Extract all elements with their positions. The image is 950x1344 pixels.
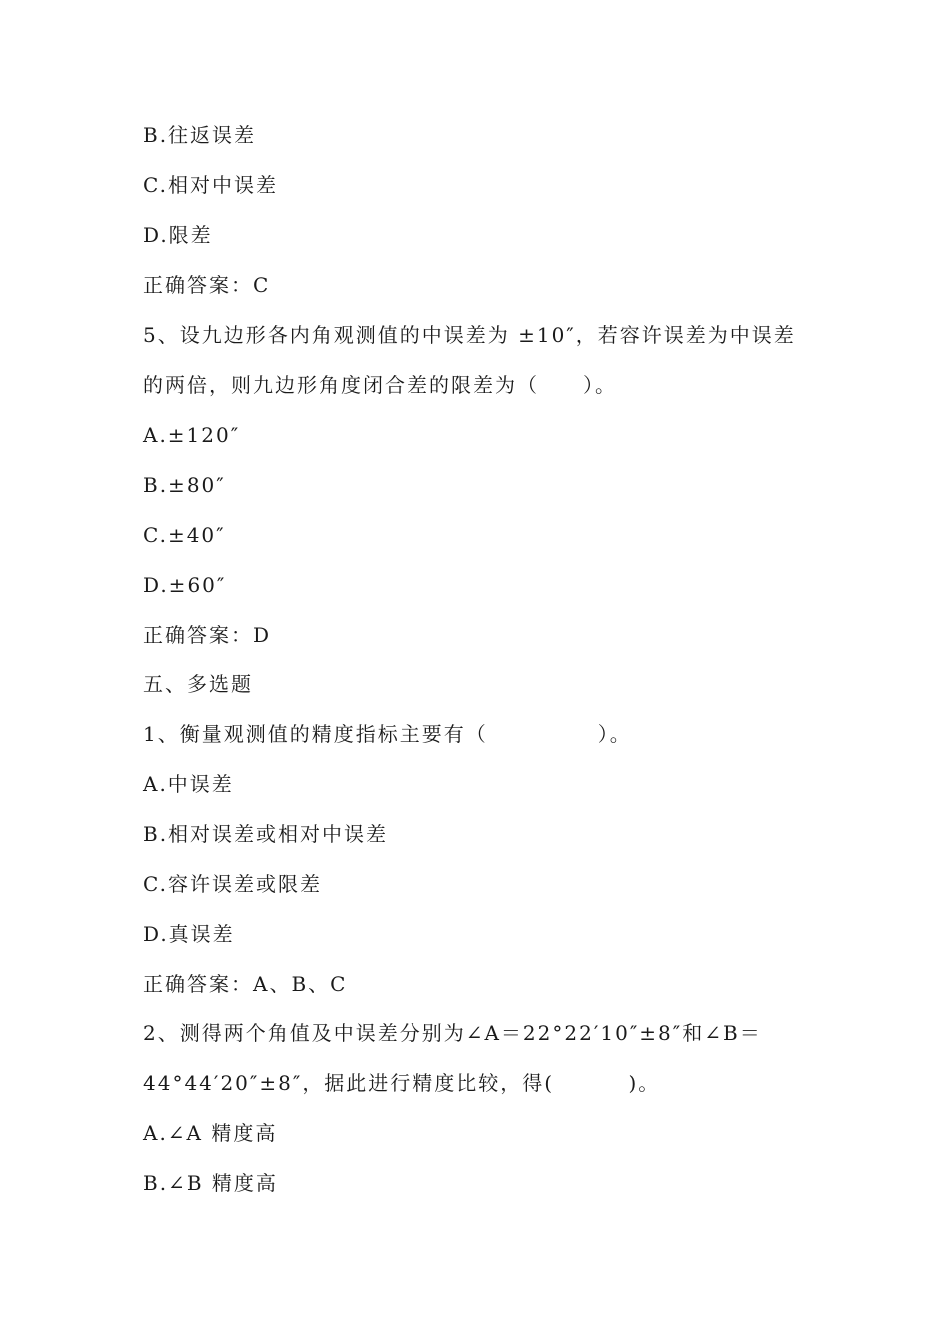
- option-d-line: D.限差: [143, 223, 213, 247]
- option-c-line: C.相对中误差: [143, 173, 278, 197]
- mq1-option-a: A.中误差: [143, 772, 234, 796]
- answer-line: 正确答案：C: [143, 273, 271, 297]
- section-heading: 五、多选题: [143, 672, 253, 696]
- question-5-line-2: 的两倍，则九边形角度闭合差的限差为（ ）。: [143, 373, 617, 397]
- q5-answer: 正确答案：D: [143, 623, 272, 647]
- mq2-option-b: B.∠B 精度高: [143, 1171, 278, 1195]
- option-b-line: B.往返误差: [143, 123, 257, 147]
- q5-option-a: A.±120″: [143, 423, 241, 447]
- mq1-answer: 正确答案：A、B、C: [143, 972, 348, 996]
- mq2-question-line-1: 2、测得两个角值及中误差分别为∠A＝22°22′10″±8″和∠B＝: [143, 1021, 762, 1045]
- q5-option-c: C.±40″: [143, 523, 226, 547]
- mq2-option-a: A.∠A 精度高: [143, 1121, 278, 1145]
- q5-option-d: D.±60″: [143, 573, 227, 597]
- question-5-line-1: 5、设九边形各内角观测值的中误差为 ±10″，若容许误差为中误差: [143, 323, 796, 347]
- mq1-option-d: D.真误差: [143, 922, 235, 946]
- mq2-question-line-2: 44°44′20″±8″，据此进行精度比较，得( )。: [143, 1071, 661, 1095]
- q5-option-b: B.±80″: [143, 473, 226, 497]
- mq1-option-b: B.相对误差或相对中误差: [143, 822, 389, 846]
- mq1-option-c: C.容许误差或限差: [143, 872, 322, 896]
- mq1-question: 1、衡量观测值的精度指标主要有（ ）。: [143, 722, 632, 746]
